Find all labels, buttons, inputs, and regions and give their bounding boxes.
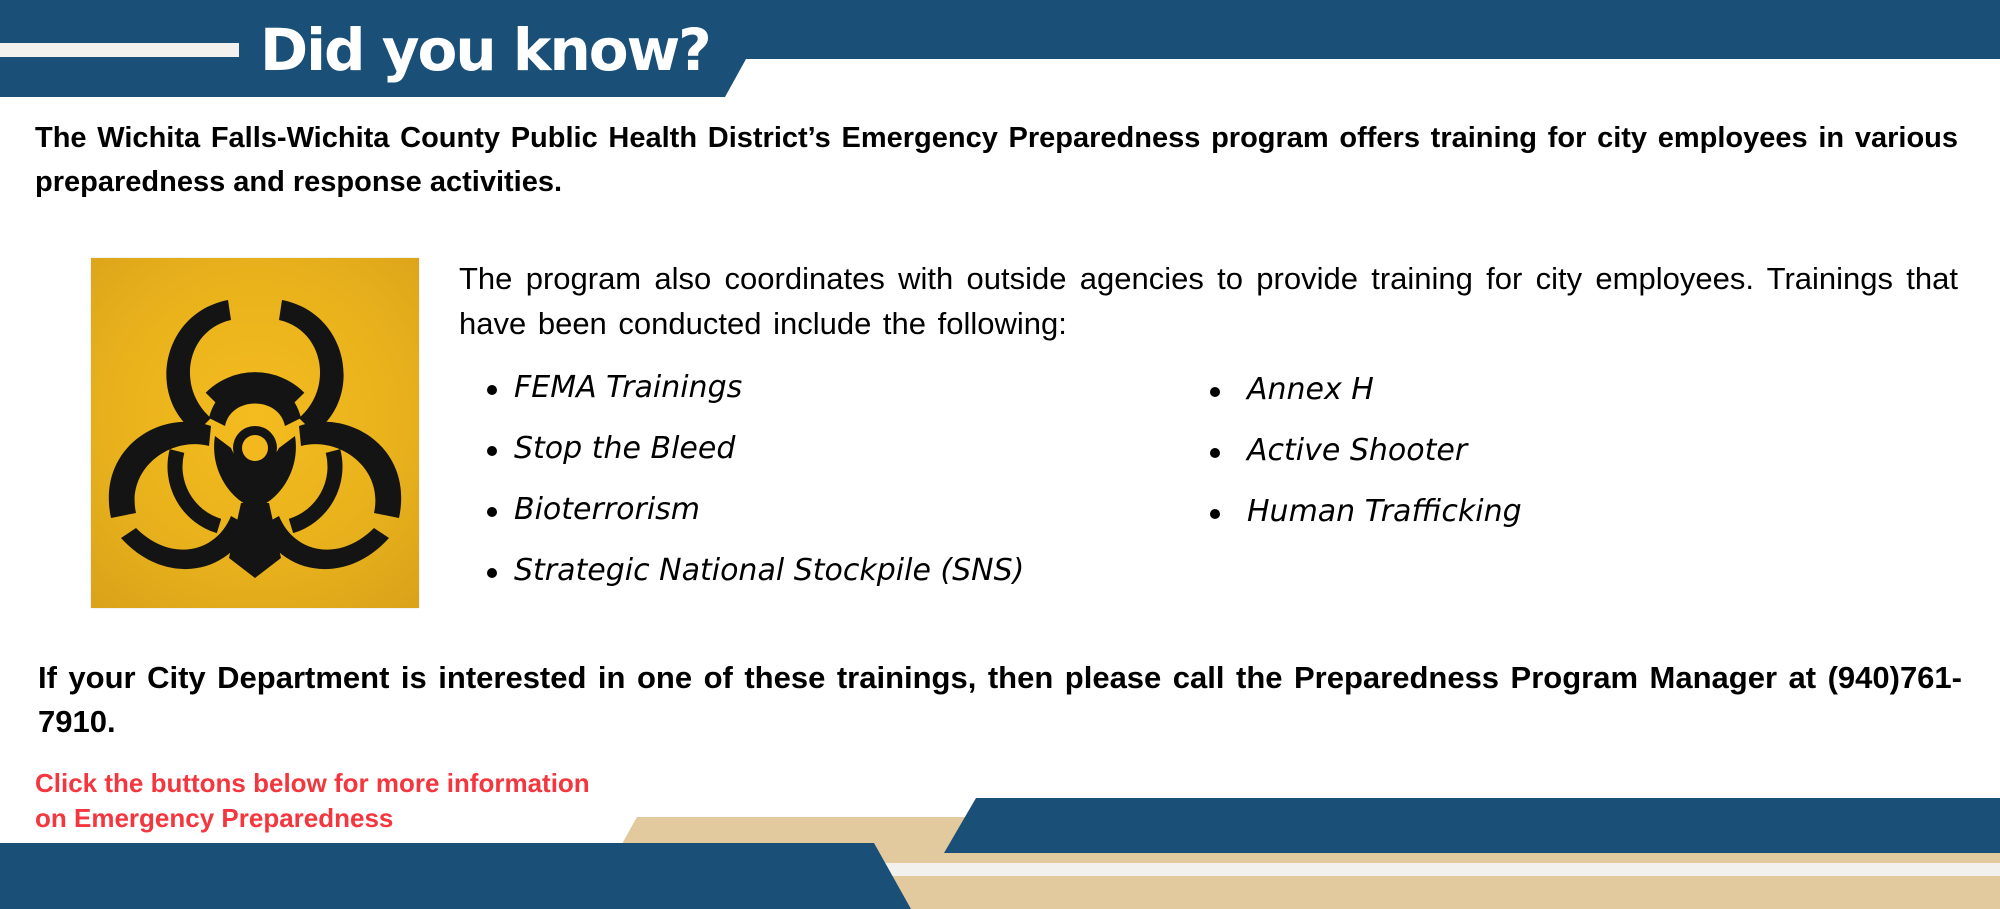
program-paragraph: The program also coordinates with outside agencies to provide training for city employees. Trainings that have been conducted include the following: bbox=[459, 261, 1958, 341]
bullet-icon bbox=[487, 568, 497, 578]
more-info-line-1: Click the buttons below for more information bbox=[35, 768, 590, 798]
footer-right-band bbox=[944, 798, 2000, 853]
header-accent-line bbox=[0, 43, 239, 57]
contact-paragraph: If your City Department is interested in one of these trainings, then please call the Preparedness Program Manager at (940)761-7910. bbox=[38, 660, 1962, 739]
footer-cream-stripe bbox=[880, 863, 2000, 876]
training-label: Annex H bbox=[1247, 372, 1374, 407]
bullet-icon bbox=[487, 446, 497, 456]
training-label: Stop the Bleed bbox=[514, 431, 736, 466]
more-info-note bbox=[35, 766, 675, 836]
more-info-line-2: on Emergency Preparedness bbox=[35, 803, 394, 833]
intro-paragraph: The Wichita Falls-Wichita County Public Health District’s Emergency Preparedness program offers training for city employees in various preparedness and response activities. bbox=[35, 122, 1958, 198]
training-label: Bioterrorism bbox=[514, 492, 701, 527]
training-label: FEMA Trainings bbox=[514, 370, 743, 405]
biohazard-icon bbox=[91, 258, 419, 608]
training-label: Human Trafficking bbox=[1247, 494, 1522, 529]
biohazard-image bbox=[91, 258, 419, 608]
bullet-icon bbox=[1210, 509, 1220, 519]
bullet-icon bbox=[487, 507, 497, 517]
bullet-icon bbox=[487, 385, 497, 395]
training-label: Active Shooter bbox=[1247, 433, 1468, 468]
training-label: Strategic National Stockpile (SNS) bbox=[514, 553, 1025, 588]
page-title: Did you know? bbox=[260, 16, 710, 84]
bullet-icon bbox=[1210, 448, 1220, 458]
footer-left-band bbox=[0, 843, 911, 909]
bullet-icon bbox=[1210, 387, 1220, 397]
